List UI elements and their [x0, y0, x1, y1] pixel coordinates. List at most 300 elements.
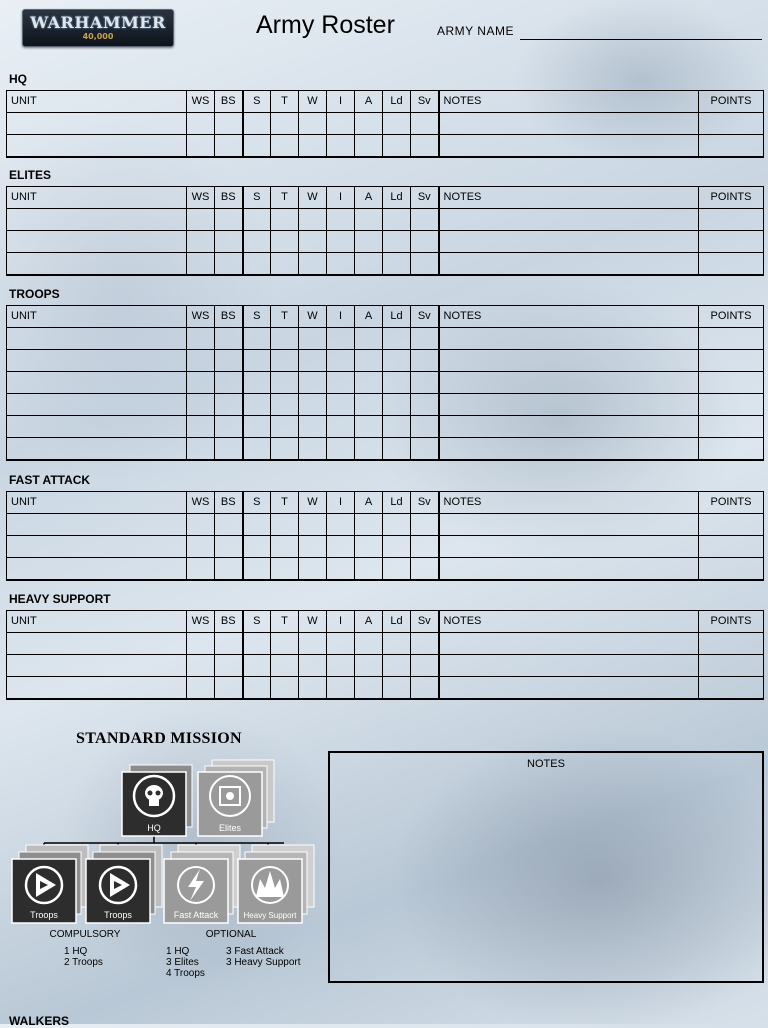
- table-row: [7, 514, 764, 536]
- column-header-i: I: [327, 611, 355, 633]
- cell-unit[interactable]: [7, 394, 187, 416]
- cell-unit[interactable]: [7, 113, 187, 135]
- optional-item-4: 3 Fast Attack: [226, 946, 284, 957]
- cell-i[interactable]: [327, 394, 355, 416]
- cell-ws[interactable]: [187, 558, 215, 581]
- cell-points[interactable]: [699, 633, 764, 655]
- column-header-s: S: [243, 611, 271, 633]
- column-header-t: T: [271, 306, 299, 328]
- cell-bs[interactable]: [215, 113, 243, 135]
- cell-a[interactable]: [355, 350, 383, 372]
- cell-ws[interactable]: [187, 655, 215, 677]
- roster-table-fast-attack: [6, 491, 764, 581]
- table-row: [7, 677, 764, 700]
- cell-w[interactable]: [299, 113, 327, 135]
- cell-unit[interactable]: [7, 209, 187, 231]
- cell-notes[interactable]: [439, 372, 699, 394]
- table-row: [7, 416, 764, 438]
- column-header-ws: WS: [187, 187, 215, 209]
- table-row: [7, 438, 764, 461]
- cell-s[interactable]: [243, 135, 271, 158]
- cell-i[interactable]: [327, 536, 355, 558]
- column-header-a: A: [355, 306, 383, 328]
- cell-points[interactable]: [699, 536, 764, 558]
- column-header-s: S: [243, 306, 271, 328]
- cell-ws[interactable]: [187, 514, 215, 536]
- cell-a[interactable]: [355, 655, 383, 677]
- cell-ld[interactable]: [383, 135, 411, 158]
- cell-i[interactable]: [327, 135, 355, 158]
- army-name-field[interactable]: [520, 39, 762, 40]
- cell-ws[interactable]: [187, 372, 215, 394]
- cell-points[interactable]: [699, 394, 764, 416]
- column-header-w: W: [299, 187, 327, 209]
- cell-w[interactable]: [299, 328, 327, 350]
- roster-table-elites: [6, 186, 764, 276]
- cell-s[interactable]: [243, 350, 271, 372]
- cell-w[interactable]: [299, 677, 327, 700]
- cell-points[interactable]: [699, 328, 764, 350]
- cell-sv[interactable]: [411, 394, 439, 416]
- column-header-unit: UNIT: [7, 91, 187, 113]
- cell-sv[interactable]: [411, 655, 439, 677]
- cell-ld[interactable]: [383, 231, 411, 253]
- cell-w[interactable]: [299, 416, 327, 438]
- cell-bs[interactable]: [215, 416, 243, 438]
- cell-ws[interactable]: [187, 677, 215, 700]
- cell-points[interactable]: [699, 209, 764, 231]
- cell-t[interactable]: [271, 416, 299, 438]
- cell-unit[interactable]: [7, 328, 187, 350]
- column-header-points: POINTS: [699, 187, 764, 209]
- column-header-t: T: [271, 492, 299, 514]
- column-header-t: T: [271, 91, 299, 113]
- cell-ld[interactable]: [383, 209, 411, 231]
- cell-w[interactable]: [299, 633, 327, 655]
- column-header-w: W: [299, 611, 327, 633]
- column-header-unit: UNIT: [7, 306, 187, 328]
- cell-a[interactable]: [355, 416, 383, 438]
- cell-i[interactable]: [327, 633, 355, 655]
- cell-s[interactable]: [243, 514, 271, 536]
- table-row: [7, 350, 764, 372]
- column-header-t: T: [271, 611, 299, 633]
- column-header-sv: Sv: [411, 306, 439, 328]
- cell-sv[interactable]: [411, 372, 439, 394]
- column-header-bs: BS: [215, 187, 243, 209]
- cell-t[interactable]: [271, 135, 299, 158]
- cell-t[interactable]: [271, 209, 299, 231]
- cell-ld[interactable]: [383, 514, 411, 536]
- cell-points[interactable]: [699, 416, 764, 438]
- section-title-troops: TROOPS: [9, 287, 60, 301]
- table-row: [7, 231, 764, 253]
- cell-notes[interactable]: [439, 209, 699, 231]
- cell-bs[interactable]: [215, 350, 243, 372]
- cell-notes[interactable]: [439, 536, 699, 558]
- column-header-a: A: [355, 187, 383, 209]
- compulsory-item-1: 1 HQ: [64, 946, 88, 957]
- tile-label-troops-2: Troops: [104, 910, 132, 920]
- cell-s[interactable]: [243, 633, 271, 655]
- cell-points[interactable]: [699, 558, 764, 581]
- table-row: [7, 253, 764, 276]
- cell-bs[interactable]: [215, 536, 243, 558]
- cell-ws[interactable]: [187, 416, 215, 438]
- logo-text: WARHAMMER: [30, 13, 166, 32]
- cell-t[interactable]: [271, 558, 299, 581]
- cell-sv[interactable]: [411, 416, 439, 438]
- cell-notes[interactable]: [439, 113, 699, 135]
- cell-bs[interactable]: [215, 231, 243, 253]
- cell-bs[interactable]: [215, 655, 243, 677]
- cell-points[interactable]: [699, 231, 764, 253]
- section-title-hq: HQ: [9, 72, 27, 86]
- cell-ws[interactable]: [187, 135, 215, 158]
- cell-a[interactable]: [355, 328, 383, 350]
- column-header-sv: Sv: [411, 492, 439, 514]
- cell-notes[interactable]: [439, 394, 699, 416]
- tile-label-elites: Elites: [218, 823, 242, 833]
- cell-unit[interactable]: [7, 677, 187, 700]
- cell-a[interactable]: [355, 633, 383, 655]
- table-header-row: [7, 306, 764, 328]
- cell-ld[interactable]: [383, 536, 411, 558]
- cell-w[interactable]: [299, 558, 327, 581]
- cell-ld[interactable]: [383, 438, 411, 461]
- column-header-w: W: [299, 492, 327, 514]
- cell-unit[interactable]: [7, 438, 187, 461]
- cell-a[interactable]: [355, 536, 383, 558]
- cell-bs[interactable]: [215, 328, 243, 350]
- cell-a[interactable]: [355, 677, 383, 700]
- cell-sv[interactable]: [411, 231, 439, 253]
- cell-w[interactable]: [299, 438, 327, 461]
- cell-notes[interactable]: [439, 655, 699, 677]
- cell-points[interactable]: [699, 253, 764, 276]
- cell-unit[interactable]: [7, 231, 187, 253]
- optional-item-5: 3 Heavy Support: [226, 957, 301, 968]
- column-header-points: POINTS: [699, 91, 764, 113]
- cell-notes[interactable]: [439, 328, 699, 350]
- cell-sv[interactable]: [411, 633, 439, 655]
- cell-unit[interactable]: [7, 558, 187, 581]
- cell-ws[interactable]: [187, 253, 215, 276]
- cell-t[interactable]: [271, 655, 299, 677]
- column-header-points: POINTS: [699, 611, 764, 633]
- cell-ws[interactable]: [187, 231, 215, 253]
- cell-bs[interactable]: [215, 135, 243, 158]
- column-header-s: S: [243, 91, 271, 113]
- cell-a[interactable]: [355, 514, 383, 536]
- cell-s[interactable]: [243, 677, 271, 700]
- cell-ws[interactable]: [187, 328, 215, 350]
- notes-box[interactable]: [328, 751, 764, 983]
- column-header-sv: Sv: [411, 611, 439, 633]
- cell-w[interactable]: [299, 135, 327, 158]
- column-header-ld: Ld: [383, 91, 411, 113]
- cell-ld[interactable]: [383, 350, 411, 372]
- cell-bs[interactable]: [215, 677, 243, 700]
- cell-bs[interactable]: [215, 394, 243, 416]
- cell-unit[interactable]: [7, 514, 187, 536]
- cell-bs[interactable]: [215, 372, 243, 394]
- column-header-sv: Sv: [411, 91, 439, 113]
- cell-notes[interactable]: [439, 514, 699, 536]
- column-header-notes: NOTES: [439, 91, 699, 113]
- cell-sv[interactable]: [411, 514, 439, 536]
- cell-w[interactable]: [299, 209, 327, 231]
- cell-ws[interactable]: [187, 438, 215, 461]
- cell-t[interactable]: [271, 231, 299, 253]
- cell-t[interactable]: [271, 633, 299, 655]
- column-header-ws: WS: [187, 611, 215, 633]
- cell-sv[interactable]: [411, 253, 439, 276]
- cell-ld[interactable]: [383, 253, 411, 276]
- cell-ld[interactable]: [383, 633, 411, 655]
- cell-i[interactable]: [327, 438, 355, 461]
- cell-a[interactable]: [355, 372, 383, 394]
- cell-unit[interactable]: [7, 633, 187, 655]
- cell-notes[interactable]: [439, 350, 699, 372]
- cell-a[interactable]: [355, 394, 383, 416]
- notes-label: NOTES: [527, 758, 565, 770]
- cell-w[interactable]: [299, 514, 327, 536]
- cell-i[interactable]: [327, 558, 355, 581]
- cell-notes[interactable]: [439, 558, 699, 581]
- column-header-ld: Ld: [383, 187, 411, 209]
- cell-sv[interactable]: [411, 209, 439, 231]
- cell-w[interactable]: [299, 536, 327, 558]
- cell-ws[interactable]: [187, 209, 215, 231]
- cell-points[interactable]: [699, 350, 764, 372]
- cell-sv[interactable]: [411, 350, 439, 372]
- logo-sub: 40,000: [82, 32, 114, 41]
- table-row: [7, 209, 764, 231]
- column-header-bs: BS: [215, 492, 243, 514]
- cell-t[interactable]: [271, 372, 299, 394]
- cell-s[interactable]: [243, 113, 271, 135]
- cell-a[interactable]: [355, 558, 383, 581]
- cell-sv[interactable]: [411, 558, 439, 581]
- cell-s[interactable]: [243, 209, 271, 231]
- table-header-row: [7, 611, 764, 633]
- table-row: [7, 633, 764, 655]
- cell-sv[interactable]: [411, 536, 439, 558]
- section-title-walkers: WALKERS: [9, 1014, 69, 1028]
- cell-t[interactable]: [271, 438, 299, 461]
- cell-unit[interactable]: [7, 350, 187, 372]
- cell-points[interactable]: [699, 655, 764, 677]
- column-header-notes: NOTES: [439, 611, 699, 633]
- cell-ws[interactable]: [187, 633, 215, 655]
- cell-notes[interactable]: [439, 438, 699, 461]
- column-header-sv: Sv: [411, 187, 439, 209]
- cell-i[interactable]: [327, 350, 355, 372]
- cell-a[interactable]: [355, 231, 383, 253]
- cell-i[interactable]: [327, 209, 355, 231]
- cell-sv[interactable]: [411, 135, 439, 158]
- cell-bs[interactable]: [215, 558, 243, 581]
- cell-unit[interactable]: [7, 253, 187, 276]
- tile-label-heavy-support: Heavy Support: [243, 911, 297, 920]
- cell-w[interactable]: [299, 350, 327, 372]
- cell-t[interactable]: [271, 394, 299, 416]
- cell-s[interactable]: [243, 394, 271, 416]
- compulsory-item-2: 2 Troops: [64, 957, 103, 968]
- cell-ld[interactable]: [383, 558, 411, 581]
- column-header-ld: Ld: [383, 306, 411, 328]
- cell-bs[interactable]: [215, 209, 243, 231]
- cell-s[interactable]: [243, 416, 271, 438]
- cell-w[interactable]: [299, 253, 327, 276]
- cell-s[interactable]: [243, 438, 271, 461]
- cell-notes[interactable]: [439, 416, 699, 438]
- section-title-elites: ELITES: [9, 168, 52, 182]
- cell-t[interactable]: [271, 536, 299, 558]
- tile-label-troops-1: Troops: [30, 910, 58, 920]
- cell-w[interactable]: [299, 231, 327, 253]
- cell-a[interactable]: [355, 253, 383, 276]
- cell-points[interactable]: [699, 677, 764, 700]
- cell-i[interactable]: [327, 416, 355, 438]
- column-header-a: A: [355, 611, 383, 633]
- table-row: [7, 655, 764, 677]
- cell-points[interactable]: [699, 372, 764, 394]
- column-header-i: I: [327, 492, 355, 514]
- cell-ld[interactable]: [383, 372, 411, 394]
- cell-bs[interactable]: [215, 514, 243, 536]
- cell-bs[interactable]: [215, 253, 243, 276]
- cell-t[interactable]: [271, 350, 299, 372]
- cell-t[interactable]: [271, 113, 299, 135]
- cell-i[interactable]: [327, 253, 355, 276]
- cell-notes[interactable]: [439, 231, 699, 253]
- table-row: [7, 113, 764, 135]
- optional-item-2: 3 Elites: [166, 957, 199, 968]
- cell-unit[interactable]: [7, 135, 187, 158]
- tile-label-fast-attack: Fast Attack: [173, 910, 219, 920]
- cell-sv[interactable]: [411, 438, 439, 461]
- cell-s[interactable]: [243, 655, 271, 677]
- cell-a[interactable]: [355, 209, 383, 231]
- cell-s[interactable]: [243, 328, 271, 350]
- cell-ws[interactable]: [187, 350, 215, 372]
- cell-bs[interactable]: [215, 438, 243, 461]
- section-title-heavy-support: HEAVY SUPPORT: [9, 592, 111, 606]
- column-header-notes: NOTES: [439, 187, 699, 209]
- cell-s[interactable]: [243, 536, 271, 558]
- cell-unit[interactable]: [7, 416, 187, 438]
- cell-w[interactable]: [299, 394, 327, 416]
- cell-ld[interactable]: [383, 113, 411, 135]
- table-header-row: [7, 91, 764, 113]
- column-header-a: A: [355, 492, 383, 514]
- cell-unit[interactable]: [7, 655, 187, 677]
- column-header-unit: UNIT: [7, 492, 187, 514]
- column-header-i: I: [327, 306, 355, 328]
- cell-unit[interactable]: [7, 372, 187, 394]
- column-header-t: T: [271, 187, 299, 209]
- column-header-s: S: [243, 187, 271, 209]
- cell-a[interactable]: [355, 438, 383, 461]
- cell-s[interactable]: [243, 231, 271, 253]
- cell-points[interactable]: [699, 113, 764, 135]
- cell-unit[interactable]: [7, 536, 187, 558]
- cell-notes[interactable]: [439, 135, 699, 158]
- cell-sv[interactable]: [411, 328, 439, 350]
- cell-sv[interactable]: [411, 113, 439, 135]
- column-header-notes: NOTES: [439, 306, 699, 328]
- cell-i[interactable]: [327, 328, 355, 350]
- cell-s[interactable]: [243, 558, 271, 581]
- column-header-bs: BS: [215, 611, 243, 633]
- section-title-fast-attack: FAST ATTACK: [9, 473, 91, 487]
- cell-notes[interactable]: [439, 633, 699, 655]
- cell-t[interactable]: [271, 253, 299, 276]
- cell-a[interactable]: [355, 135, 383, 158]
- column-header-a: A: [355, 91, 383, 113]
- cell-w[interactable]: [299, 655, 327, 677]
- column-header-points: POINTS: [699, 492, 764, 514]
- column-header-ld: Ld: [383, 492, 411, 514]
- cell-t[interactable]: [271, 514, 299, 536]
- cell-i[interactable]: [327, 655, 355, 677]
- cell-i[interactable]: [327, 372, 355, 394]
- cell-i[interactable]: [327, 113, 355, 135]
- cell-ld[interactable]: [383, 677, 411, 700]
- column-header-i: I: [327, 91, 355, 113]
- cell-i[interactable]: [327, 514, 355, 536]
- cell-ws[interactable]: [187, 113, 215, 135]
- cell-notes[interactable]: [439, 253, 699, 276]
- cell-t[interactable]: [271, 677, 299, 700]
- column-header-ws: WS: [187, 306, 215, 328]
- cell-points[interactable]: [699, 135, 764, 158]
- compulsory-label: COMPULSORY: [49, 929, 121, 940]
- cell-ws[interactable]: [187, 536, 215, 558]
- cell-a[interactable]: [355, 113, 383, 135]
- cell-sv[interactable]: [411, 677, 439, 700]
- roster-table-heavy-support: [6, 610, 764, 700]
- cell-bs[interactable]: [215, 633, 243, 655]
- optional-item-3: 4 Troops: [166, 968, 205, 979]
- cell-ld[interactable]: [383, 328, 411, 350]
- table-row: [7, 536, 764, 558]
- cell-s[interactable]: [243, 372, 271, 394]
- mission-title: STANDARD MISSION: [76, 730, 242, 747]
- cell-ld[interactable]: [383, 655, 411, 677]
- column-header-points: POINTS: [699, 306, 764, 328]
- cell-ld[interactable]: [383, 416, 411, 438]
- column-header-w: W: [299, 306, 327, 328]
- cell-notes[interactable]: [439, 677, 699, 700]
- cell-points[interactable]: [699, 514, 764, 536]
- cell-ws[interactable]: [187, 394, 215, 416]
- table-row: [7, 328, 764, 350]
- cell-ld[interactable]: [383, 394, 411, 416]
- column-header-unit: UNIT: [7, 187, 187, 209]
- table-row: [7, 558, 764, 581]
- cell-points[interactable]: [699, 438, 764, 461]
- cell-i[interactable]: [327, 677, 355, 700]
- cell-s[interactable]: [243, 253, 271, 276]
- cell-i[interactable]: [327, 231, 355, 253]
- column-header-ws: WS: [187, 492, 215, 514]
- cell-t[interactable]: [271, 328, 299, 350]
- roster-table-hq: [6, 90, 764, 158]
- cell-w[interactable]: [299, 372, 327, 394]
